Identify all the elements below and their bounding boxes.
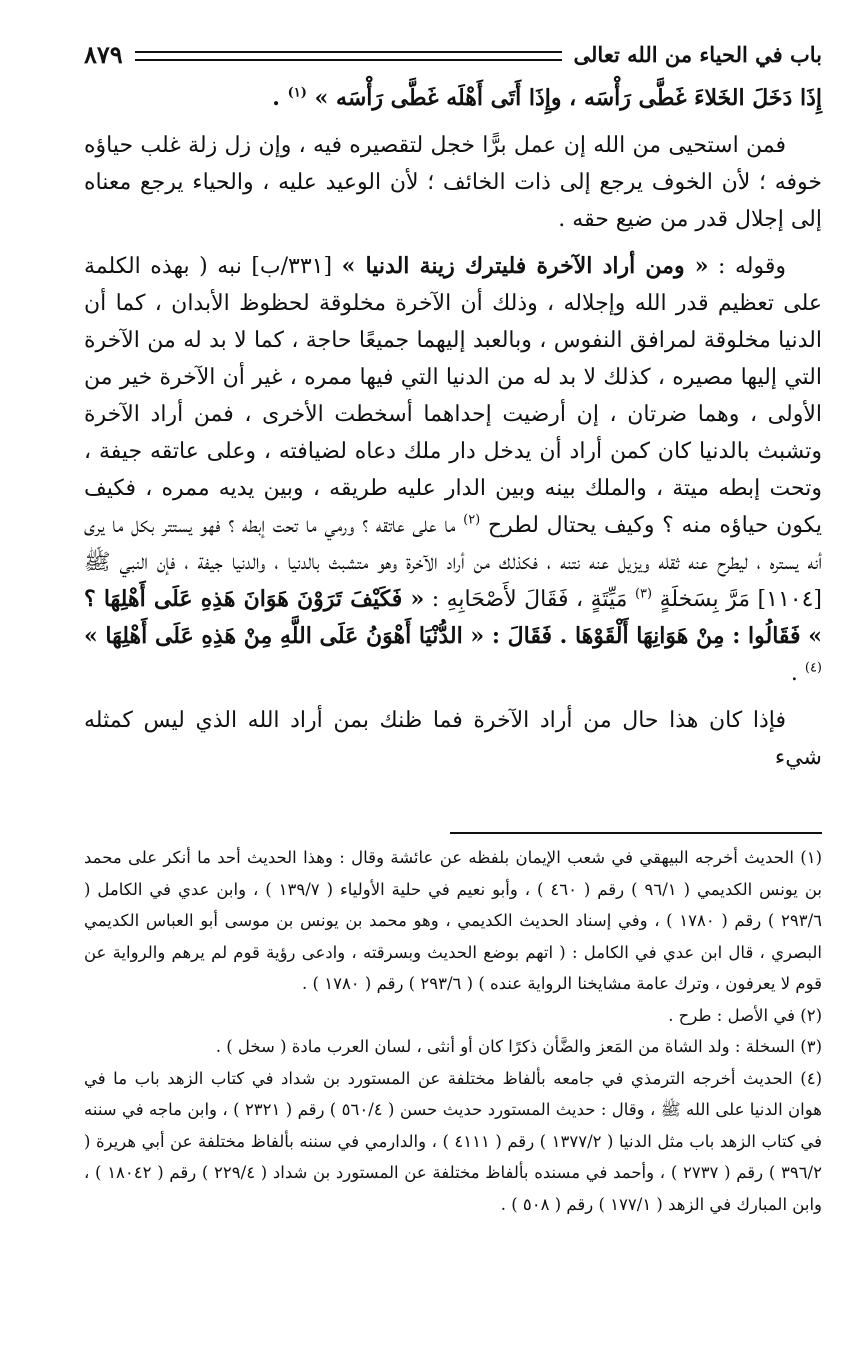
- hadith-text: إِذَا دَخَلَ الخَلاءَ غَطَّى رَأْسَه ، وإِذَا أَتَى أَهْلَه غَطَّى رَأْسَه »: [314, 85, 822, 111]
- paragraph-text: [٣٣١/ب] نبه ( بهذه الكلمة على تعظيم قدر الله وإجلاله ، وذلك أن الآخرة مخلوقة لحظوظ الأبدان ، كما أن الدنيا مخلوقة لمرافق النفوس ، وبالعبد إليهما جميعًا حاجة ، كما لا بد له من الآخرة التي إليها مصيره ، كذلك لا بد له من الدنيا التي فيها ممره ، غير أن الآخرة خير من الأولى ، وهما ضرتان ، إن أرضيت إحداهما أسخطت الأخرى ، فمن أراد الآخرة وتشبث بالدنيا كان كمن أراد أن يدخل دار ملك دعاه لضيافته ، وعلى عاتقه جيفة ، وتحت إبطه ميتة ، والملك بينه وبين الدار عليه طريقه ، وبين يديه ممره ، فكيف يكون حياؤه منه ؟ وكيف يحتال لطرح: [84, 254, 822, 538]
- footnotes: [84, 842, 822, 1220]
- punctuation: .: [272, 85, 280, 111]
- footnote-1: (١) الحديث أخرجه البيهقي في شعب الإيمان بلفظه عن عائشة وقال : وهذا الحديث أحد ما أنكر على محمد بن يونس الكديمي ( ٩٦/١ ) رقم ( ٤٦٠ ) ، وأبو نعيم في حلية الأولياء ( ١٣٩/٧ ) ، وابن عدي في الكامل ( ٢٩٣/٦ ) رقم ( ١٧٨٠ ) ، وفي إسناد الحديث الكديمي ، وهو محمد بن يونس بن موسى أبو العباس الكديمي البصري ، قال ابن عدي في الكامل : ( اتهم بوضع الحديث وبسرقته ، وادعى رؤية قوم لم يرهم والرواية عن قوم لا يعرفون ، وترك عامة مشايخنا الرواية عنده ) ( ٢٩٣/٦ ) رقم ( ١٧٨٠ ) .: [84, 848, 822, 993]
- page-number: ٨٧٩: [84, 39, 123, 69]
- footnote-ref-4: (٤): [804, 660, 822, 676]
- paragraph-final: فإذا كان هذا حال من أراد الآخرة فما ظنك بمن أراد الله الذي ليس كمثله شيء: [84, 708, 822, 770]
- footnote-2: (٢) في الأصل : طرح .: [668, 1005, 822, 1025]
- footnote-ref-1: (١): [287, 85, 307, 101]
- paragraph-lead: وقوله :: [708, 254, 786, 279]
- paragraph-text-2: ما على عاتقه ؟ ورمي ما تحت إبطه ؟ فهو يستتر بكل ما يرى أنه يستره ، ليطرح عنه ثقله ويزيل عنه نتنه ، فكذلك من أراد الآخرة وهو متشبث بالدنيا ، والدنيا جيفة ، فإن النبي ﷺ [١١٠٤] مَرَّ بِسَخلَةٍ: [84, 513, 822, 612]
- paragraph-text-3: مَيِّتَةٍ ، فَقَالَ لأَصْحَابِهِ :: [424, 587, 635, 612]
- paragraph-hadith-continuation: [84, 80, 822, 117]
- footnote-3: (٣) السخلة : ولد الشاة من المَعز والضَّأن ذكرًا كان أو أنثى ، لسان العرب مادة ( سخل ) .: [215, 1037, 822, 1056]
- main-text: [84, 80, 822, 776]
- hadith-quote: « فَكَيْفَ تَرَوْنَ هَوَانَ هَذِهِ عَلَى أَهْلِهَا ؟ » فَقَالُوا : مِنْ هَوَانِهَا أَلْقَوْهَا . فَقَالَ : « الدُّنْيَا أَهْوَنُ عَلَى اللَّهِ مِنْ هَذِهِ عَلَى أَهْلِهَا »: [84, 586, 822, 649]
- paragraph-haya: فمن استحيى من الله إن عمل برًّا خجل لتقصيره فيه ، وإن زل زلة غلب حياؤه خوفه ؛ لأن الخوف يرجع إلى ذات الخائف ؛ لأن الوعيد عليه ، والحياء يرجع معناه إلى إجلال قدر من ضيع حقه .: [84, 133, 822, 232]
- quoted-saying: « ومن أراد الآخرة فليترك زينة الدنيا »: [341, 253, 709, 279]
- header-double-rule: [135, 51, 562, 61]
- chapter-title: باب في الحياء من الله تعالى: [573, 41, 822, 67]
- footnote-ref-3: (٣): [634, 586, 653, 602]
- paragraph-akhira: [84, 248, 822, 692]
- footnote-separator: [450, 832, 822, 834]
- footnote-4: (٤) الحديث أخرجه الترمذي في جامعه بألفاظ مختلفة عن المستورد بن شداد في كتاب الزهد باب ما في هوان الدنيا على الله ﷺ ، وقال : حديث المستورد حديث حسن ( ٥٦٠/٤ ) رقم ( ٢٣٢١ ) ، وابن ماجه في سننه في كتاب الزهد باب مثل الدنيا ( ١٣٧٧/٢ ) رقم ( ٤١١١ ) ، والدارمي في سننه بألفاظ مختلفة عن أبي هريرة ( ٣٩٦/٢ ) رقم ( ٢٧٣٧ ) ، وأحمد في مسنده بألفاظ مختلفة عن المستورد بن شداد ( ٢٢٩/٤ ) رقم ( ١٨٠٤٢ ) ، وابن المبارك في الزهد ( ١٧٧/١ ) رقم ( ٥٠٨ ) .: [84, 1068, 823, 1214]
- footnote-ref-2: (٢): [463, 512, 481, 528]
- punctuation: .: [790, 661, 805, 686]
- running-header: [84, 34, 822, 74]
